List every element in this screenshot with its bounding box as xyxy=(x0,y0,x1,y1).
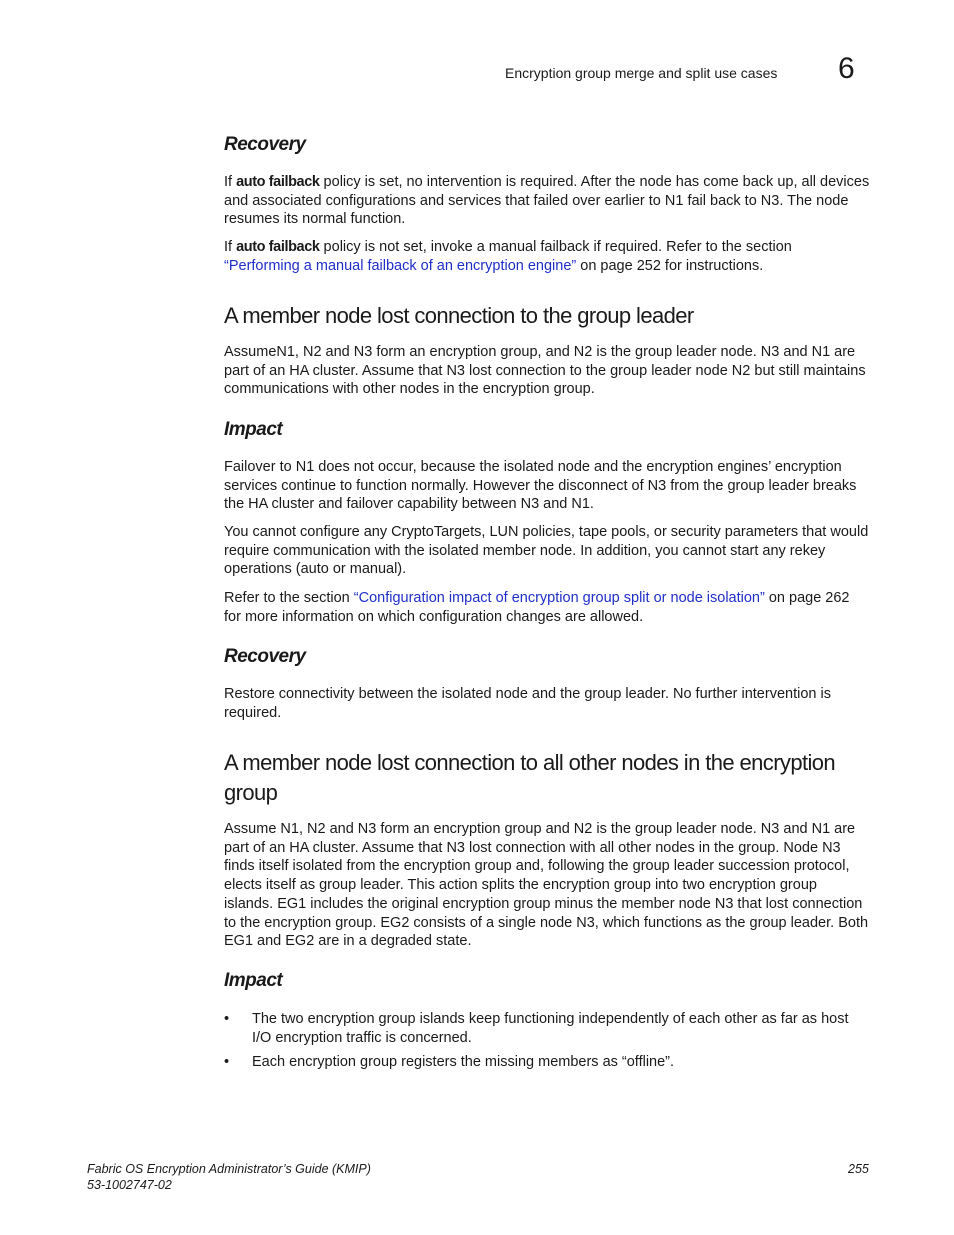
impact-paragraph-2: You cannot configure any CryptoTargets, LUN policies, tape pools, or security parameters that would require communication with the isolated member node. In addition, you cannot start any rekey operations (auto or manual). xyxy=(224,524,869,578)
recovery-heading-2: Recovery xyxy=(224,646,306,667)
link-config-impact[interactable]: “Configuration impact of encryption group split or node isolation” xyxy=(353,590,765,606)
recovery-heading-1: Recovery xyxy=(224,134,306,155)
chapter-number: 6 xyxy=(838,52,855,85)
impact-heading-1: Impact xyxy=(224,419,283,440)
section-heading-lost-leader: A member node lost connection to the group leader xyxy=(224,303,694,328)
page-number: 255 xyxy=(848,1162,869,1176)
keyword-auto-failback: auto failback xyxy=(236,174,320,190)
recovery-paragraph-2: If auto failback policy is not set, invoke a manual failback if required. Refer to the section “Performing a manual failback of an encryption engine” on page 252 for instructions. xyxy=(224,239,792,274)
list-item: • Each encryption group registers the missing members as “offline”. xyxy=(224,1054,675,1070)
bullet-icon: • xyxy=(224,1011,230,1027)
lost-all-paragraph: Assume N1, N2 and N3 form an encryption group and N2 is the group leader node. N3 and N1 are part of an HA cluster. Assume that N3 lost connection with all other nodes in the group. Node N3 finds itself isolated from the encryption group and, following the group leader succession protocol, elects itself as group leader. This action splits the encryption group into two encryption group islands. EG1 includes the original encryption group minus the member node N3 that lost connection to the encryption group. EG2 consists of a single node N3, which functions as the group leader. Both EG1 and EG2 are in a degraded state. xyxy=(224,821,869,950)
impact-heading-2: Impact xyxy=(224,970,283,991)
list-item: • The two encryption group islands keep functioning independently of each other as far as host I/O encryption traffic is concerned. xyxy=(224,1011,849,1046)
link-manual-failback[interactable]: “Performing a manual failback of an encryption engine” xyxy=(224,257,577,274)
keyword-auto-failback: auto failback xyxy=(236,239,320,255)
recovery-paragraph-3: Restore connectivity between the isolated node and the group leader. No further intervention is required. xyxy=(224,686,831,721)
bullet-icon: • xyxy=(224,1054,230,1070)
recovery-paragraph-1: If auto failback policy is set, no intervention is required. After the node has come back up, all devices and associated configurations and services that failed over earlier to N1 fail back to N3. The node resumes its normal function. xyxy=(224,174,870,228)
section-heading-lost-all: A member node lost connection to all other nodes in the encryption group xyxy=(224,750,836,805)
footer-doc-number: 53-1002747-02 xyxy=(87,1178,172,1192)
running-title: Encryption group merge and split use cases xyxy=(505,65,778,81)
lost-leader-paragraph: AssumeN1, N2 and N3 form an encryption group, and N2 is the group leader node. N3 and N1 are part of an HA cluster. Assume that N3 lost connection to the group leader node N2 but still maintains communications with other nodes in the encryption group. xyxy=(224,344,866,398)
footer-title: Fabric OS Encryption Administrator’s Guide (KMIP) xyxy=(87,1162,371,1176)
impact-paragraph-3: Refer to the section “Configuration impact of encryption group split or node isolation” on page 262 for more information on which configuration changes are allowed. xyxy=(224,590,850,625)
impact-paragraph-1: Failover to N1 does not occur, because the isolated node and the encryption engines’ encryption services continue to function normally. However the disconnect of N3 from the group leader breaks the HA cluster and failover capability between N3 and N1. xyxy=(224,459,857,513)
